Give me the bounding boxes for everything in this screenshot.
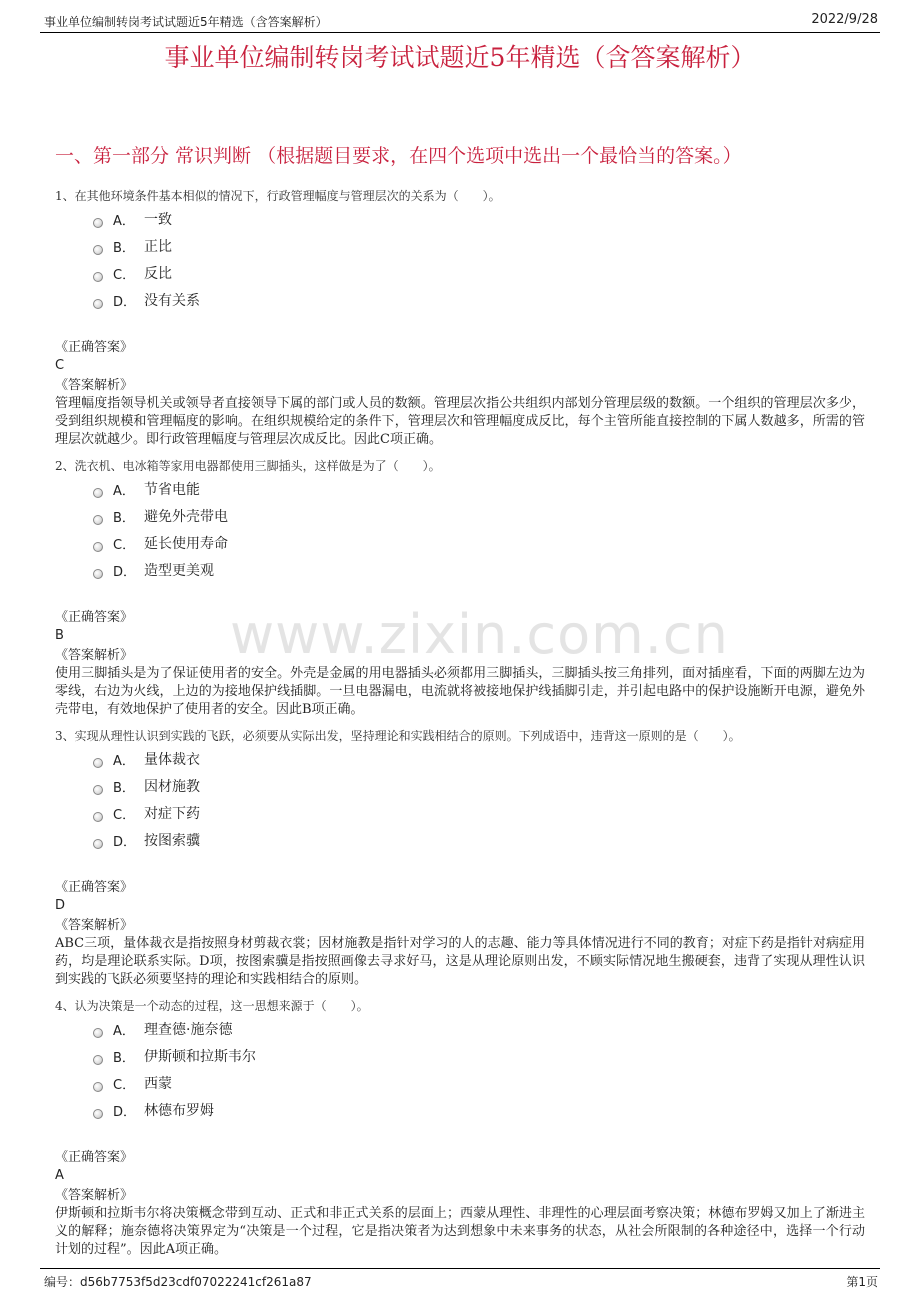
header-date: 2022/9/28 bbox=[811, 12, 878, 27]
question-stem: 1、在其他环境条件基本相似的情况下，行政管理幅度与管理层次的关系为（ ）。 bbox=[55, 189, 501, 203]
header-title: 事业单位编制转岗考试试题近5年精选（含答案解析） bbox=[44, 15, 328, 29]
option-letter: D． bbox=[113, 1105, 137, 1120]
option-letter: B． bbox=[113, 241, 135, 256]
option-text: 对症下药 bbox=[144, 806, 200, 822]
option-letter: D． bbox=[113, 295, 137, 310]
question-stem: 2、洗衣机、电冰箱等家用电器都使用三脚插头，这样做是为了（ ）。 bbox=[55, 459, 441, 473]
radio-button-icon[interactable] bbox=[93, 299, 103, 309]
analysis-label: 《答案解析》 bbox=[55, 918, 134, 933]
option-letter: D． bbox=[113, 835, 137, 850]
option-text: 按图索骥 bbox=[144, 833, 200, 849]
option-letter: A． bbox=[113, 1024, 135, 1039]
question-1 bbox=[55, 188, 865, 449]
answer-value: C bbox=[55, 358, 65, 373]
answer-value: A bbox=[55, 1168, 64, 1183]
analysis-text: ABC三项，量体裁衣是指按照身材剪裁衣裳；因材施教是指针对学习的人的志趣、能力等具体情况进行不同的教育；对症下药是指针对病症用药，均是理论联系实际。D项，按图索骥是指按照画像去寻求好马，这是从理论原则出发，不顾实际情况地生搬硬套，违背了实现从理性认识到实践的飞跃必须要坚持的理论和实践相结合的原则。 bbox=[55, 936, 865, 987]
watermark: www.zixin.com.cn bbox=[230, 603, 729, 666]
option-d[interactable] bbox=[93, 1100, 865, 1127]
option-b[interactable] bbox=[93, 236, 865, 263]
answer-label: 《正确答案》 bbox=[55, 1150, 134, 1165]
radio-button-icon[interactable] bbox=[93, 515, 103, 525]
question-3 bbox=[55, 728, 865, 989]
option-text: 因材施教 bbox=[144, 779, 200, 795]
answer-label: 《正确答案》 bbox=[55, 610, 134, 625]
option-text: 正比 bbox=[144, 239, 172, 255]
analysis-text: 管理幅度指领导机关或领导者直接领导下属的部门或人员的数额。管理层次指公共组织内部划分管理层级的数额。一个组织的管理层次多少，受到组织规模和管理幅度的影响。在组织规模给定的条件下，管理层次和管理幅度成反比，每个主管所能直接控制的下属人数越多，所需的管理层次就越少。即行政管理幅度与管理层次成反比。因此C项正确。 bbox=[55, 396, 865, 447]
option-d[interactable] bbox=[93, 560, 865, 587]
option-text: 量体裁衣 bbox=[144, 752, 200, 768]
options-list bbox=[93, 1019, 865, 1127]
radio-button-icon[interactable] bbox=[93, 1055, 103, 1065]
option-a[interactable] bbox=[93, 479, 865, 506]
answer-label: 《正确答案》 bbox=[55, 340, 134, 355]
option-a[interactable] bbox=[93, 749, 865, 776]
radio-button-icon[interactable] bbox=[93, 218, 103, 228]
option-d[interactable] bbox=[93, 830, 865, 857]
running-footer bbox=[40, 1268, 880, 1291]
radio-button-icon[interactable] bbox=[93, 1028, 103, 1038]
options-list bbox=[93, 749, 865, 857]
option-b[interactable] bbox=[93, 776, 865, 803]
radio-button-icon[interactable] bbox=[93, 569, 103, 579]
option-text: 伊斯顿和拉斯韦尔 bbox=[144, 1049, 256, 1065]
option-letter: A． bbox=[113, 754, 135, 769]
answer-value: B bbox=[55, 628, 64, 643]
analysis-text: 伊斯顿和拉斯韦尔将决策概念带到互动、正式和非正式关系的层面上；西蒙从理性、非理性的心理层面考察决策；林德布罗姆又加上了渐进主义的解释；施奈德将决策界定为“决策是一个过程，它是指决策者为达到想象中未来事务的状态，从社会所限制的各种途径中，选择一个行动计划的过程”。因此A项正确。 bbox=[55, 1206, 865, 1257]
option-c[interactable] bbox=[93, 803, 865, 830]
question-4 bbox=[55, 998, 865, 1259]
option-text: 没有关系 bbox=[144, 293, 200, 309]
option-text: 理查德·施奈德 bbox=[144, 1022, 233, 1038]
document-title: 事业单位编制转岗考试试题近5年精选（含答案解析） bbox=[164, 43, 756, 72]
question-2 bbox=[55, 458, 865, 719]
option-text: 林德布罗姆 bbox=[144, 1103, 214, 1119]
radio-button-icon[interactable] bbox=[93, 1082, 103, 1092]
analysis-label: 《答案解析》 bbox=[55, 1188, 134, 1203]
option-letter: A． bbox=[113, 484, 135, 499]
answer-label: 《正确答案》 bbox=[55, 880, 134, 895]
option-text: 避免外壳带电 bbox=[144, 509, 228, 525]
running-header bbox=[40, 12, 880, 33]
radio-button-icon[interactable] bbox=[93, 839, 103, 849]
option-letter: B． bbox=[113, 1051, 135, 1066]
radio-button-icon[interactable] bbox=[93, 1109, 103, 1119]
option-letter: C． bbox=[113, 808, 136, 823]
option-letter: B． bbox=[113, 511, 135, 526]
options-list bbox=[93, 479, 865, 587]
analysis-text: 使用三脚插头是为了保证使用者的安全。外壳是金属的用电器插头必须都用三脚插头，三脚插头按三角排列，面对插座看，下面的两脚左边为零线，右边为火线，上边的为接地保护线插脚。一旦电器漏电，电流就将被接地保护线插脚引走，并引起电路中的保护设施断开电源，避免外壳带电，有效地保护了使用者的安全。因此B项正确。 bbox=[55, 666, 865, 717]
analysis-label: 《答案解析》 bbox=[55, 648, 134, 663]
analysis-label: 《答案解析》 bbox=[55, 378, 134, 393]
question-stem: 4、认为决策是一个动态的过程，这一思想来源于（ ）。 bbox=[55, 999, 369, 1013]
document-code: 编号：d56b7753f5d23cdf07022241cf261a87 bbox=[44, 1275, 312, 1289]
option-text: 一致 bbox=[144, 212, 172, 228]
option-text: 反比 bbox=[144, 266, 172, 282]
radio-button-icon[interactable] bbox=[93, 785, 103, 795]
option-d[interactable] bbox=[93, 290, 865, 317]
radio-button-icon[interactable] bbox=[93, 542, 103, 552]
option-a[interactable] bbox=[93, 209, 865, 236]
option-letter: C． bbox=[113, 1078, 136, 1093]
option-c[interactable] bbox=[93, 263, 865, 290]
radio-button-icon[interactable] bbox=[93, 245, 103, 255]
option-text: 延长使用寿命 bbox=[144, 536, 228, 552]
option-letter: B． bbox=[113, 781, 135, 796]
page-number: 第1页 bbox=[846, 1275, 878, 1289]
radio-button-icon[interactable] bbox=[93, 812, 103, 822]
radio-button-icon[interactable] bbox=[93, 488, 103, 498]
option-letter: C． bbox=[113, 268, 136, 283]
option-c[interactable] bbox=[93, 1073, 865, 1100]
option-c[interactable] bbox=[93, 533, 865, 560]
option-b[interactable] bbox=[93, 506, 865, 533]
answer-value: D bbox=[55, 898, 66, 913]
option-text: 造型更美观 bbox=[144, 563, 214, 579]
question-stem: 3、实现从理性认识到实践的飞跃，必须要从实际出发，坚持理论和实践相结合的原则。下列成语中，违背这一原则的是（ ）。 bbox=[55, 729, 741, 743]
options-list bbox=[93, 209, 865, 317]
radio-button-icon[interactable] bbox=[93, 758, 103, 768]
radio-button-icon[interactable] bbox=[93, 272, 103, 282]
option-letter: A． bbox=[113, 214, 135, 229]
option-a[interactable] bbox=[93, 1019, 865, 1046]
option-letter: D． bbox=[113, 565, 137, 580]
option-letter: C． bbox=[113, 538, 136, 553]
option-b[interactable] bbox=[93, 1046, 865, 1073]
section-heading: 一、第一部分 常识判断 （根据题目要求，在四个选项中选出一个最恰当的答案。） bbox=[55, 145, 742, 167]
option-text: 节省电能 bbox=[144, 482, 200, 498]
option-text: 西蒙 bbox=[144, 1076, 172, 1092]
